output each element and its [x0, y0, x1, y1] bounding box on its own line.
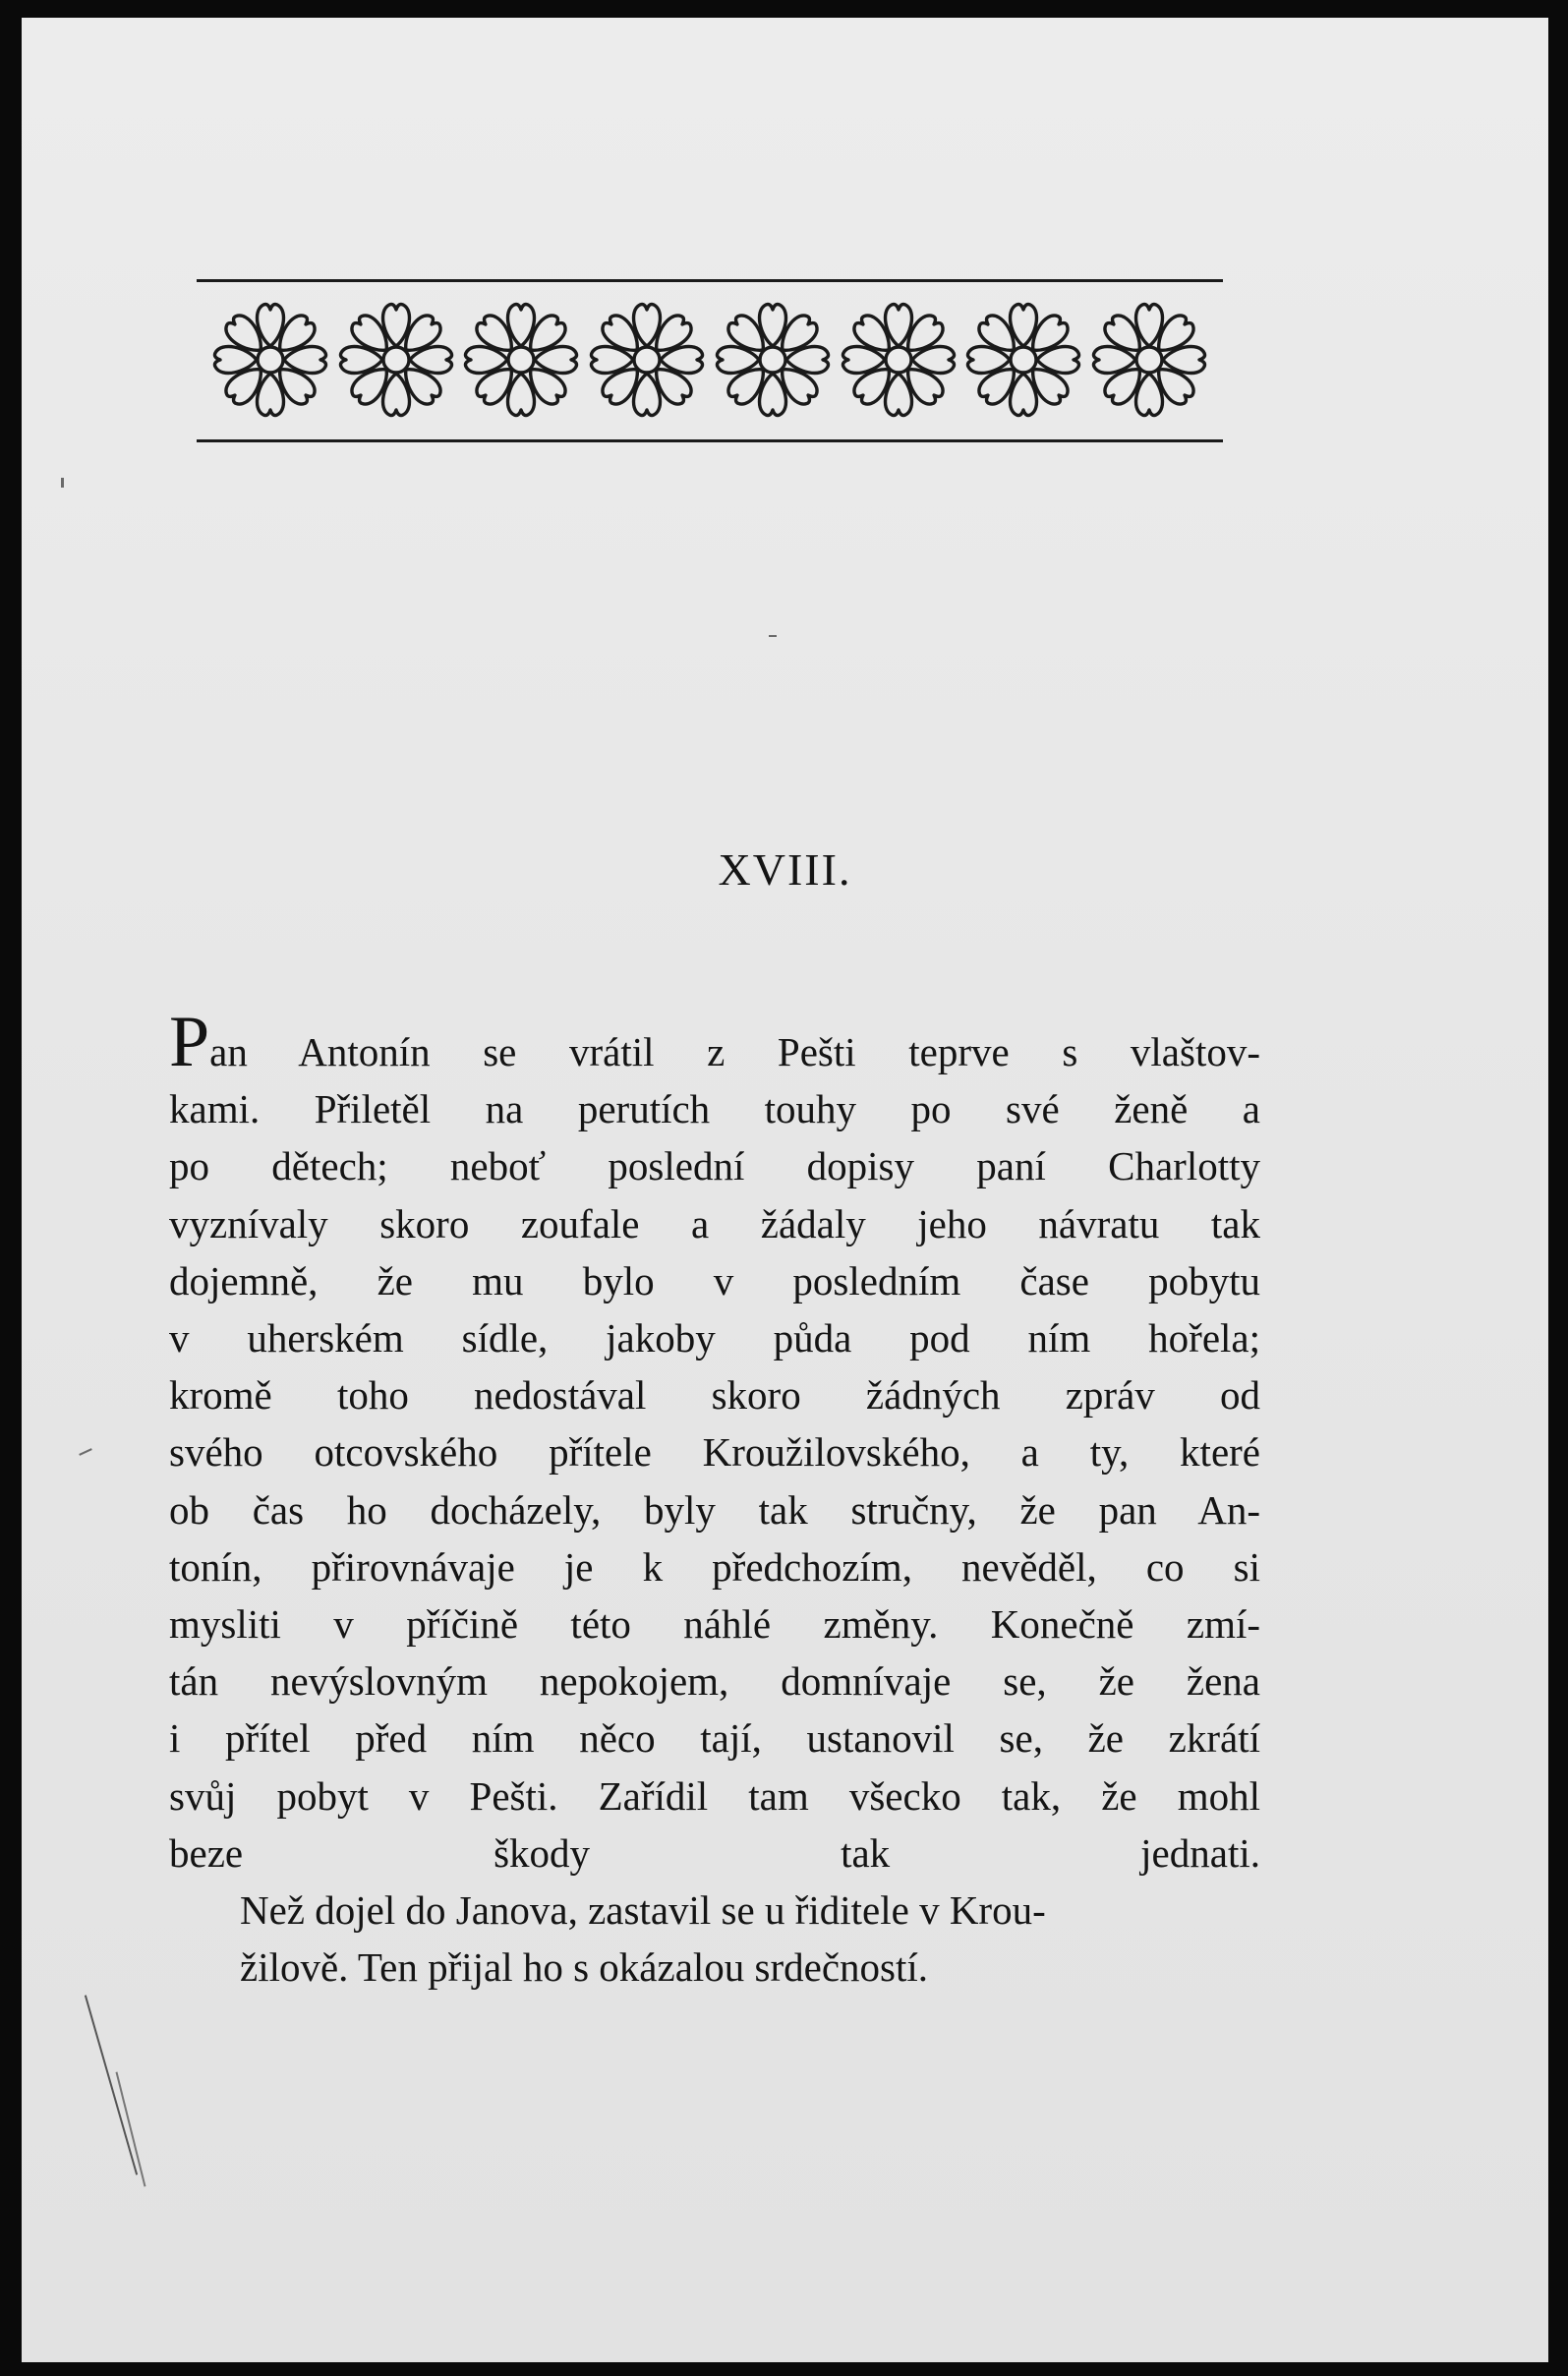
- body-text: [169, 1002, 1260, 1996]
- text-line: žilově. Ten přijal ho s okázalou srdečností.: [240, 1944, 929, 1991]
- flower-icon: [711, 297, 835, 423]
- text-line: tán nevýslovným nepokojem, domnívaje se, že žena: [169, 1658, 1260, 1705]
- paragraph-2: [169, 1882, 1260, 1996]
- scan-speck: [61, 478, 64, 488]
- text-line: vyznívaly skoro zoufale a žádaly jeho návratu tak: [169, 1200, 1260, 1246]
- book-page: [22, 18, 1548, 2362]
- text-line: i přítel před ním něco tají, ustanovil se, že zkrátí: [169, 1715, 1260, 1762]
- text-line: svůj pobyt v Pešti. Zařídil tam všecko tak, že mohl: [169, 1772, 1260, 1819]
- scan-speck: [79, 1448, 92, 1456]
- text-line: po dětech; neboť poslední dopisy paní Charlotty: [169, 1143, 1260, 1189]
- flower-row: [208, 297, 1211, 423]
- text-line: an Antonín se vrátil z Pešti teprve s vlaštov-: [209, 1029, 1260, 1074]
- text-line: mysliti v příčině této náhlé změny. Konečně zmí-: [169, 1601, 1260, 1648]
- flower-icon: [837, 297, 960, 423]
- chapter-heading: XVIII.: [718, 844, 852, 895]
- text-line: v uherském sídle, jakoby půda pod ním hořela;: [169, 1315, 1260, 1362]
- flower-icon: [961, 297, 1085, 423]
- flower-icon: [334, 297, 458, 423]
- text-line: svého otcovského přítele Kroužilovského, a ty, které: [169, 1429, 1260, 1476]
- scan-scratch: [85, 1995, 138, 2174]
- header-ornament: [197, 279, 1223, 442]
- scan-speck: [769, 635, 777, 637]
- text-line: Než dojel do Janova, zastavil se u řiditele v Krou-: [240, 1887, 1046, 1934]
- text-line: beze škody tak jednati.: [169, 1829, 1260, 1876]
- text-line: ob čas ho docházely, byly tak stručny, že pan An-: [169, 1486, 1260, 1533]
- scan-scratch: [116, 2072, 146, 2187]
- drop-cap: P: [169, 1002, 210, 1082]
- flower-icon: [208, 297, 332, 423]
- flower-icon: [1087, 297, 1211, 423]
- paragraph-1: [169, 1002, 1260, 1882]
- ornament-rule-top: [197, 279, 1223, 282]
- text-line: tonín, přirovnávaje je k předchozím, nevěděl, co si: [169, 1543, 1260, 1590]
- text-line: dojemně, že mu bylo v posledním čase pobytu: [169, 1257, 1260, 1304]
- text-line: kromě toho nedostával skoro žádných zpráv od: [169, 1372, 1260, 1419]
- flower-icon: [459, 297, 583, 423]
- text-line: kami. Přiletěl na perutích touhy po své ženě a: [169, 1086, 1260, 1132]
- ornament-rule-bottom: [197, 439, 1223, 442]
- flower-icon: [585, 297, 709, 423]
